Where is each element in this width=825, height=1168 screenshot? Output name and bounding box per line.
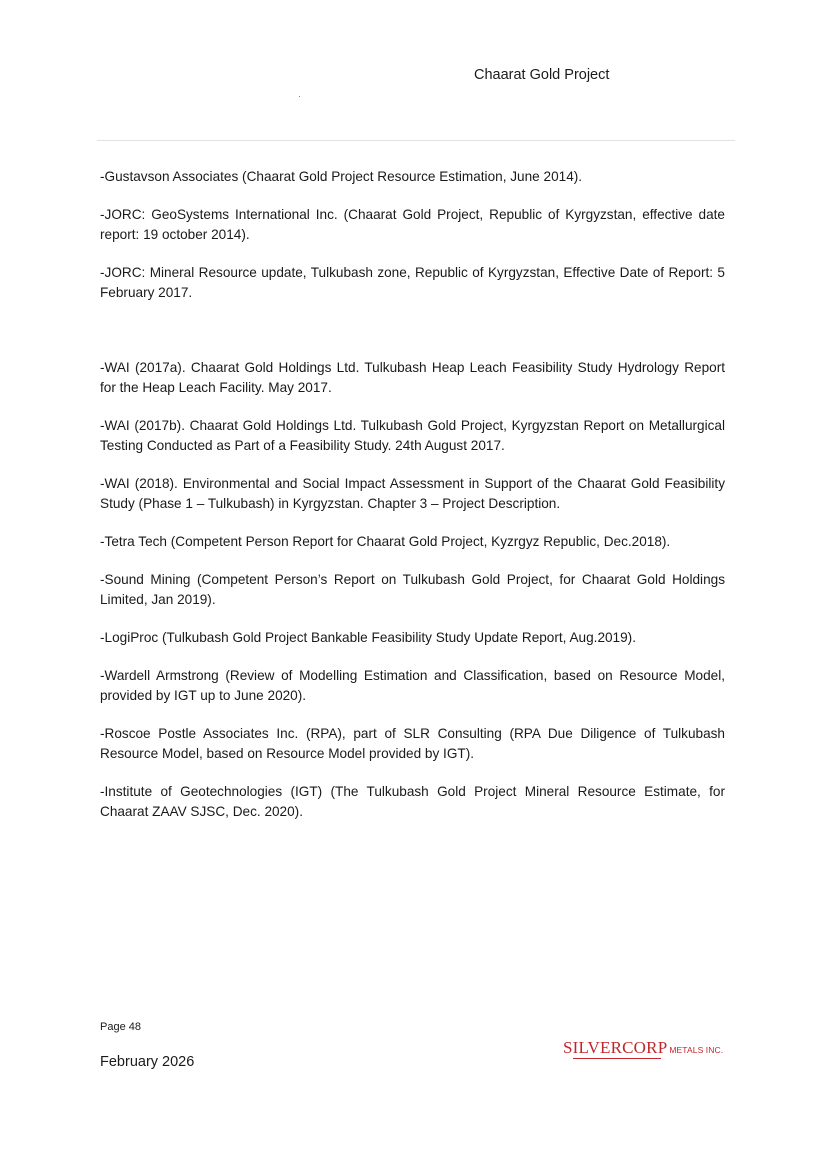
reference-item: -Wardell Armstrong (Review of Modelling Estimation and Classification, based on Resource Model, provided by IGT up to June 2020).	[100, 668, 725, 703]
logo-wordmark: SILVERCORP	[563, 1038, 668, 1057]
header-mark	[299, 96, 300, 97]
footer-date: February 2026	[100, 1054, 195, 1070]
reference-item: -Sound Mining (Competent Person’s Report on Tulkubash Gold Project, for Chaarat Gold Holdings Limited, Jan 2019).	[100, 572, 725, 607]
header-divider	[97, 140, 735, 141]
reference-item: -WAI (2018). Environmental and Social Impact Assessment in Support of the Chaarat Gold Feasibility Study (Phase 1 – Tulkubash) in Kyrgyzstan. Chapter 3 – Project Description.	[100, 476, 725, 511]
logo-underline	[573, 1058, 661, 1059]
reference-item: -Gustavson Associates (Chaarat Gold Project Resource Estimation, June 2014).	[100, 169, 583, 184]
reference-item: -LogiProc (Tulkubash Gold Project Bankable Feasibility Study Update Report, Aug.2019).	[100, 630, 636, 645]
logo-subtitle: METALS INC.	[669, 1045, 724, 1055]
page-number: Page 48	[100, 1021, 141, 1033]
page-header-title: Chaarat Gold Project	[474, 67, 610, 83]
reference-item: -JORC: Mineral Resource update, Tulkubash zone, Republic of Kyrgyzstan, Effective Date of Report: 5 February 2017.	[100, 265, 725, 300]
reference-item: -Institute of Geotechnologies (IGT) (The Tulkubash Gold Project Mineral Resource Estimate, for Chaarat ZAAV SJSC, Dec. 2020).	[100, 784, 725, 819]
silvercorp-logo	[563, 1038, 723, 1058]
reference-item: -Tetra Tech (Competent Person Report for Chaarat Gold Project, Kyzrgyz Republic, Dec.2018).	[100, 534, 671, 549]
reference-item: -WAI (2017b). Chaarat Gold Holdings Ltd. Tulkubash Gold Project, Kyrgyzstan Report on Metallurgical Testing Conducted as Part of a Feasibility Study. 24th August 2017.	[100, 418, 725, 453]
reference-item: -WAI (2017a). Chaarat Gold Holdings Ltd. Tulkubash Heap Leach Feasibility Study Hydrology Report for the Heap Leach Facility. May 2017.	[100, 360, 725, 395]
reference-list	[100, 167, 725, 840]
reference-item: -Roscoe Postle Associates Inc. (RPA), part of SLR Consulting (RPA Due Diligence of Tulkubash Resource Model, based on Resource Model provided by IGT).	[100, 726, 725, 761]
reference-item: -JORC: GeoSystems International Inc. (Chaarat Gold Project, Republic of Kyrgyzstan, effective date report: 19 october 2014).	[100, 207, 725, 242]
